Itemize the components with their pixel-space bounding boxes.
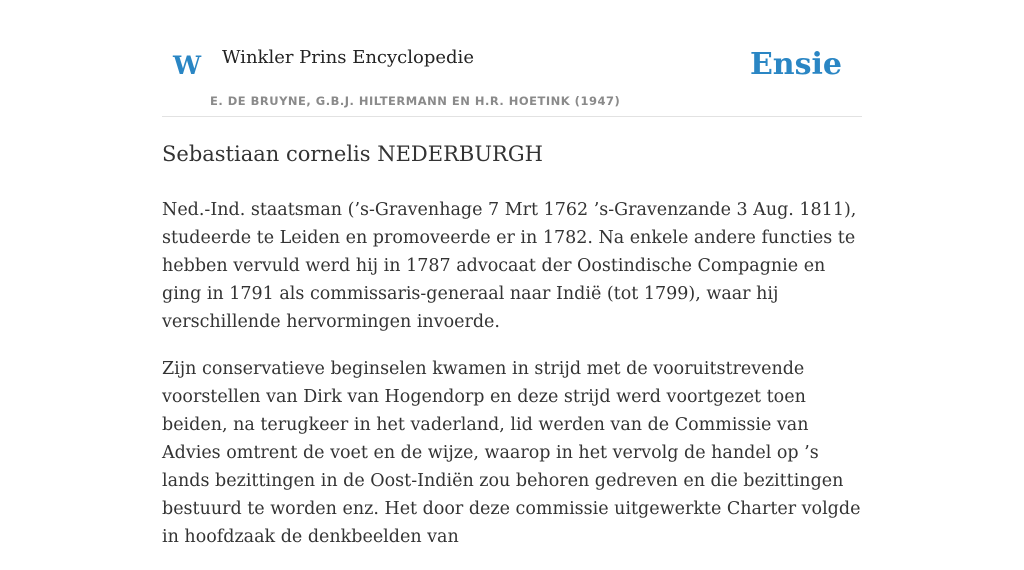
- article-paragraph-1: Ned.-Ind. staatsman (’s-Gravenhage 7 Mrt 1762 ’s-Gravenzande 3 Aug. 1811), studeerde te Leiden en promoveerde er in 1782. Na enkele andere functies te hebben vervuld werd hij in 1787 advocaat der Oostindische Compagnie en ging in 1791 als commissaris-generaal naar Indië (tot 1799), waar hij verschillende hervormingen invoerde.: [162, 200, 857, 332]
- article-content: [162, 137, 866, 570]
- winkler-prins-logo-icon[interactable]: W: [173, 51, 202, 80]
- article-title: Sebastiaan cornelis NEDERBURGH: [162, 142, 543, 166]
- site-title[interactable]: Winkler Prins Encyclopedie: [222, 47, 474, 68]
- ensie-brand-logo[interactable]: Ensie: [749, 47, 842, 82]
- authors-byline: E. DE BRUYNE, G.B.J. HILTERMANN EN H.R. HOETINK (1947): [210, 94, 621, 108]
- article-paragraph-2: Zijn conservatieve beginselen kwamen in strijd met de vooruitstrevende voorstellen van Dirk van Hogendorp en deze strijd werd voortgezet toen beiden, na terugkeer in het vaderland, lid werden van de Commissie van Advies omtrent de voet en de wijze, waarop in het vervolg de handel op ’s lands bezittingen in de Oost-Indiën zou behoren gedreven en die bezittingen bestuurd te worden enz. Het door deze commissie uitgewerkte Charter volgde in hoofdzaak de denkbeelden van: [162, 359, 861, 547]
- site-header: [162, 0, 862, 117]
